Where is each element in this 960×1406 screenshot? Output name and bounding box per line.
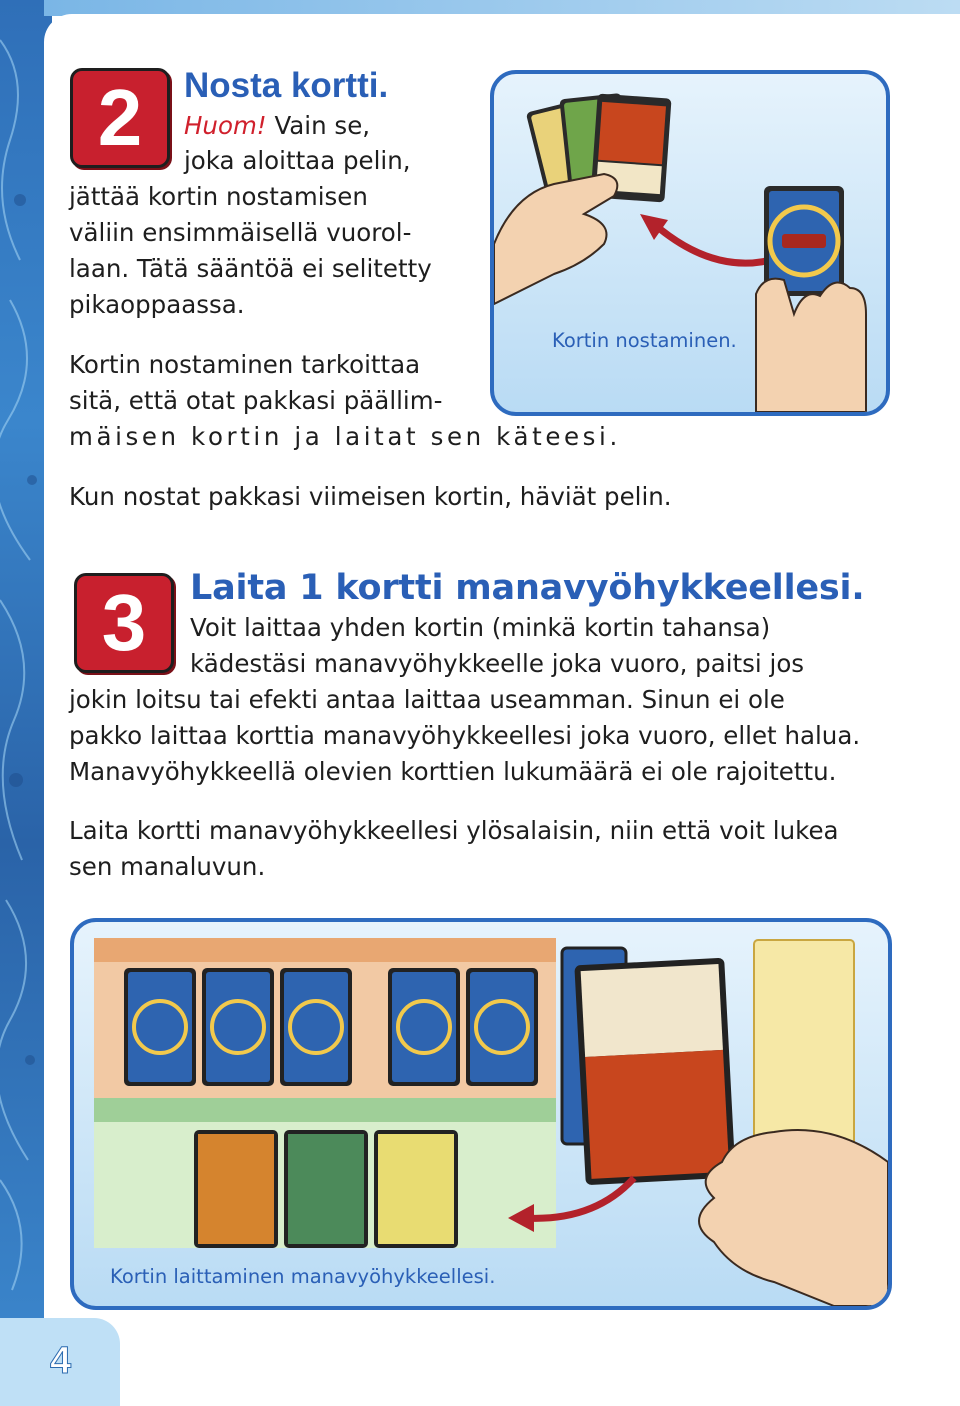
step-3-line-7: sen manaluvun. [69,852,266,881]
mana-zone-illustration [70,918,892,1310]
step-2-line-1-text: Vain se, [274,111,371,140]
step-3-line-5: Manavyöhykkeellä olevien korttien lukumäärä ei ole rajoitettu. [69,757,837,786]
step-2-line-2: joka aloittaa pelin, [184,146,411,175]
step-2-line-4: väliin ensimmäisellä vuorol- [69,218,412,247]
step-3-line-4: pakko laittaa korttia manavyöhykkeellesi joka vuoro, ellet halua. [69,721,861,750]
step-3-line-6: Laita kortti manavyöhykkeellesi ylösalaisin, niin että voit lukea [69,816,839,845]
shield-cards [124,968,538,1086]
step-2-line-7: Kortin nostaminen tarkoittaa [69,350,421,379]
step-3-line-2: kädestäsi manavyöhykkeelle joka vuoro, paitsi jos [190,649,805,678]
step-3-title: Laita 1 kortti manavyöhykkeellesi. [190,568,865,608]
mana-cards [194,1130,458,1248]
step-2-badge: 2 [70,68,170,168]
step-3-badge: 3 [74,573,174,673]
step-2-line-9: mäisen kortin ja laitat sen käteesi. [69,422,621,451]
draw-card-illustration [490,70,890,416]
draw-card-caption: Kortin nostaminen. [552,329,737,352]
step-2-line-1 [184,108,370,144]
step-2-line-5: laan. Tätä sääntöä ei selitetty [69,254,432,283]
right-hand [756,279,866,412]
step-3-line-3: jokin loitsu tai efekti antaa laittaa useamman. Sinun ei ole [69,685,785,714]
step-2-title: Nosta kortti. [184,66,389,105]
page-number: 4 [50,1340,70,1382]
step-3-line-1: Voit laittaa yhden kortin (minkä kortin tahansa) [190,613,771,642]
mana-zone-caption: Kortin laittaminen manavyöhykkeellesi. [110,1265,496,1288]
step-2-line-6: pikaoppaassa. [69,290,245,319]
step-2-line-3: jättää kortin nostamisen [69,182,368,211]
left-hand [494,174,617,304]
step-2-line-8: sitä, että otat pakkasi päällim- [69,386,443,415]
placed-card [574,958,735,1186]
huom-label: Huom! [184,111,267,140]
step-2-line-10: Kun nostat pakkasi viimeisen kortin, häviät pelin. [69,482,672,511]
hand [699,1130,888,1306]
rules-card [754,940,854,1158]
